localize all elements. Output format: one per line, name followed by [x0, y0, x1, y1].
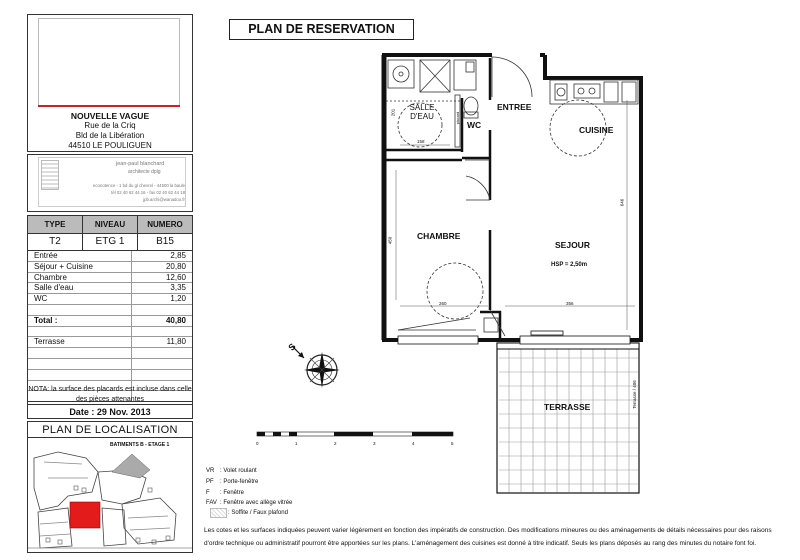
surface-value: 1,20 [170, 294, 186, 304]
room-label-terrasse: TERRASSE [544, 402, 591, 412]
dimension-label: 646 [619, 198, 625, 207]
soffite-swatch-icon [210, 508, 227, 518]
terrace [497, 343, 639, 493]
legend-code: FAV [206, 500, 217, 506]
legend-text: : Fenêtre [220, 490, 245, 496]
scale-label: 2 [334, 441, 337, 446]
surface-label: WC [28, 294, 132, 304]
program-address-line: Bld de la Libération [75, 131, 145, 140]
scale-label: 4 [412, 441, 415, 446]
legend-code: VR [206, 468, 215, 474]
legend-text: : Volet roulant [220, 468, 257, 474]
architect-phone: tél 02 40 62 44 16 - fax 02 40 62 44 18 [111, 190, 185, 195]
value-niveau: ETG 1 [83, 234, 138, 250]
program-address-line: Rue de la Criq [84, 121, 136, 130]
scale-bar [255, 430, 460, 442]
surface-note: NOTA: la surface des placards est incluse dans celle des pièces attenantes [28, 386, 192, 403]
architect-address: econotence - 1 bd du gl chevrel - 44500 la baule [93, 183, 185, 188]
surface-label: Entrée [28, 251, 132, 261]
architect-name: jean-paul blanchard [116, 161, 165, 167]
dimension-label: 158 [417, 139, 425, 144]
legend-text: : Soffite / Faux plafond [228, 510, 288, 516]
room-label-chambre: CHAMBRE [417, 231, 461, 241]
disclaimer-line: Les cotes et les surfaces indiquées peuvent varier légèrement en fonction des impératifs de construction. Des modifications mineures ou des aménagements de détails nécessaires pour des raisons [204, 527, 772, 534]
surface-value: 2,85 [170, 251, 186, 260]
inner-walls [384, 58, 500, 340]
dimension-label: 356 [566, 301, 574, 306]
legend-code: PF [206, 479, 214, 485]
room-label-entree: ENTREE [497, 102, 532, 112]
localisation-title: PLAN DE LOCALISATION [27, 421, 193, 438]
localisation-subtitle: BATIMENTS B - ETAGE 1 [110, 442, 170, 448]
disclaimer-line: d'ordre technique ou administratif pourront être apportées sur les plans. L'aménagement des cuisines est donné à titre indicatif. Seuls les plans déposés au rang des minutes du notaire font foi. [204, 540, 757, 547]
surface-label: Chambre [28, 273, 132, 283]
plan-title: PLAN DE RESERVATION [229, 19, 414, 40]
room-label-wc: WC [467, 120, 482, 130]
surface-value: 40,80 [165, 315, 186, 325]
program-address-line: 44510 LE POULIGUEN [68, 141, 152, 150]
legend-code: F [206, 490, 210, 496]
windows [398, 331, 630, 344]
surface-value: 20,80 [165, 261, 186, 271]
value-type: T2 [28, 234, 83, 250]
legend-text: : Fenêtre avec allège vitrée [220, 500, 293, 506]
room-label-salle-eau: SALLE D'EAU [409, 103, 435, 121]
kitchen-fixtures [550, 80, 638, 156]
scale-label: 1 [295, 441, 298, 446]
header-niveau: NIVEAU [83, 216, 138, 233]
surface-label: Séjour + Cuisine [28, 262, 132, 272]
program-name: NOUVELLE VAGUE [70, 111, 150, 121]
value-numero: B15 [156, 236, 174, 247]
surface-value: 3,35 [170, 283, 186, 293]
architect-email: jpb.archi@wanadoo.fr [143, 197, 185, 202]
legend-text: : Porte-fenêtre [220, 479, 259, 485]
compass-south-label: S [286, 341, 298, 353]
room-label-sejour: SEJOUR [555, 240, 590, 250]
room-label-cuisine: CUISINE [579, 125, 614, 135]
surface-label: Salle d'eau [28, 283, 132, 293]
surface-value: 12,60 [165, 272, 186, 282]
architect-title: architecte dplg [128, 169, 161, 175]
surface-value: 11,80 [166, 337, 186, 347]
dimension-label: 201 [390, 108, 396, 117]
dimension-label: Terrasse / 406 [631, 380, 637, 409]
dimension-label: 260 [439, 301, 447, 306]
plan-date: Date : 29 Nov. 2013 [27, 405, 193, 419]
header-type: TYPE [28, 216, 83, 233]
header-numero: NUMERO [147, 220, 183, 229]
placard-label: placard [456, 111, 461, 125]
entry-door [398, 57, 532, 336]
scale-label: 0 [256, 441, 259, 446]
disclaimer [204, 524, 774, 550]
dimension-label: 450 [387, 236, 393, 245]
scale-label: 5 [451, 441, 454, 446]
room-height-label: HSP = 2,50m [551, 262, 588, 268]
surface-label: Terrasse [28, 337, 132, 347]
scale-label: 3 [373, 441, 376, 446]
surface-label: Total : [28, 316, 132, 326]
